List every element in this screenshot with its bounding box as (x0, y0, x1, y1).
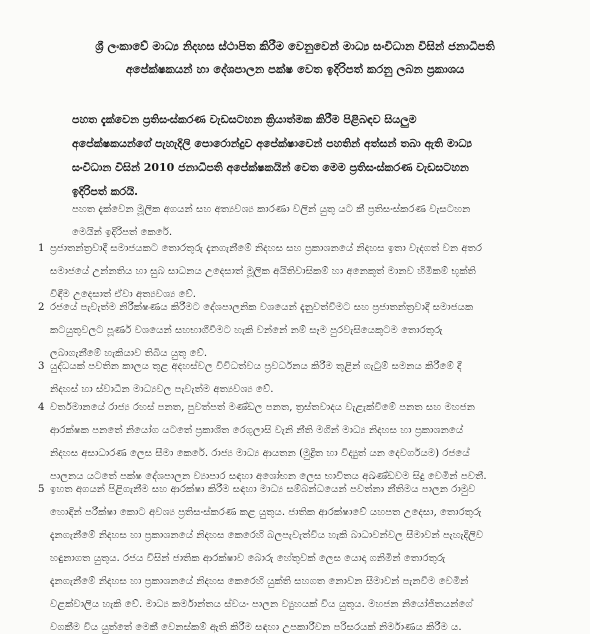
list-item-line: රජයේ පැවැත්ම නිරීක්ෂණය කිරීමට දේශපාලනික වශයෙන් දැනුවත්වීමට සහ ප්‍රජාතන්ත්‍රවාදී සමාජයක (50, 302, 474, 313)
list-item-number: 1 (38, 243, 45, 254)
list-item-number: 4 (38, 402, 45, 413)
list-item-line: වර්තමානයේ රාජ්‍ය රහස් පනත, පුවත්පත් මණ්ඩල පනත, ත්‍රස්තවාදය වැළැක්වීමේ පනත සහ මහජන (50, 402, 475, 413)
list-item-3 (38, 355, 560, 401)
list-item-4 (38, 396, 560, 488)
list-item-text (50, 478, 560, 639)
lead-line: පහත දැක්වෙන මූලික අගයන් සහ අත්‍යවශ්‍ය කාරණා වලින් යුතු යට කී ප්‍රතිසංස්කරණ වැසටහන (72, 204, 471, 215)
intro-line: පහත දැක්වෙන ප්‍රතිසංස්කරණ වැඩසටහන ක්‍රියාත්මක කිරීම පිළිබඳව සියලුම (72, 113, 417, 126)
list-item-line: සමාජයේ උන්නතිය හා සුබ සාධනය උදෙසාත් මූලික අයිතිවාසිකම් හා අනෙකුත් මානව හිමිකම් භුක්ති (50, 266, 476, 277)
list-item-line: ලබාගැනීමේ හැකියාව තිබිය යුතු වේ. (50, 348, 208, 359)
intro-line: සංවිධාන විසින් 2010 ජනාධිපති අපේක්ෂකයින් වෙත මෙම ප්‍රතිසංස්කරණ වැඩසටහන (72, 161, 469, 174)
list-item-line: නිදහස් හා ස්වාධීන මාධ්‍යවල පැවැත්ම අත්‍යවශ්‍ය වේ. (50, 384, 274, 395)
list-item-number: 3 (38, 361, 45, 372)
document-title-line-2: අපේක්ෂකයන් හා දේශපාලන පක්ෂ වෙත ඉදිරිපත් කරනු ලබන ප්‍රකාශය (125, 62, 465, 76)
intro-paragraph (72, 108, 542, 204)
list-item-line: ඉහත අගයන් පිළිගැනීම සහ ආරක්ෂා කිරීම සඳහා මාධ්‍ය සම්බන්ධයෙන් පවත්නා නීතිමය පාලන රාමුව (50, 484, 476, 495)
list-item-line: ආරක්ෂක පනතේ නියෝග යටතේ ප්‍රකාශිත රෙගුලාසි වැනි නීති මගින් මාධ්‍ය නිදහස හා ප්‍රකාශනයේ (50, 425, 464, 436)
list-item-line: නිදහස අසාධාරණ ලෙස සීමා කෙරේ. රාජ්‍ය මාධ්‍ය ආයතන (මුද්‍රිත හා විද්‍යුත් යන දෙවර්ගයම) රජයේ (50, 448, 470, 459)
list-item-text (50, 355, 560, 401)
document-title-line-1: ශ්‍රී ලංකාවේ මාධ්‍ය නිදහස ස්ථාපිත කිරීම වෙනුවෙන් මාධ්‍ය සංවිධාන විසින් ජනාධිපති (95, 39, 495, 53)
list-item-5 (38, 478, 560, 639)
list-item-text (50, 396, 560, 488)
list-item-number: 5 (38, 484, 45, 495)
list-item-line: කටයුතුවලට පූර්ණ වශයෙන් සහභාගීවීමට හැකි වන්නේ නම් සෑම පුරවැසියෙකුටම තොරතුරු (50, 325, 443, 336)
list-item-line: ප්‍රජාතන්ත්‍රවාදී සමාජයකට තොරතුරු දැනගැනීමේ නිදහස සහ ප්‍රකාශනයේ නිදහස ඉතා වැදගත් වන අතර (50, 243, 483, 254)
list-item-line: දැනගැනීමේ නිදහස හා ප්‍රකාශනයේ නිදහස කෙරෙහි යුක්ති සහගත නොවන සීමාවන් පැනවීම වෙමින් (50, 576, 469, 587)
list-item-line: පාලනය යටතේ පක්ෂ දේශපාලන ව්‍යාපාර සඳහා අශෝභන ලෙස භාවිතය අඛණ්ඩවම සිදු වෙමින් පවතී. (50, 471, 487, 482)
lead-line: මෙයින් ඉදිරිපත් කෙරේ. (72, 227, 173, 238)
list-item-line: දැනගැනීමේ නිදහස හා ප්‍රකාශනයේ නිදහස කෙරෙහි බලපැවැත්විය හැකි බාධාවන්වල සීමාවන් පැහැදිලිව (50, 530, 484, 541)
list-item-line: විඳීම උදෙසාත් ඒවා අත්‍යවශ්‍ය වේ. (50, 289, 197, 300)
intro-line: ඉදිරිපත් කරයි. (72, 185, 138, 198)
intro-line: අපේක්ෂකයන්ගේ පැහැදිලි පොරොන්දුව අපේක්ෂාවෙන් පහතින් අත්සන් තබා ඇති මාධ්‍ය (72, 137, 473, 150)
list-item-number: 2 (38, 302, 45, 313)
list-item-line: වළක්වාලිය හැකි වේ. මාධ්‍ය කර්මාන්තය ස්වයං පාලන ව්‍යුහයක් විය යුතුය. මහජන නියෝජිතයන්ගේ (50, 599, 473, 610)
list-item-line: වගකීම විය යුත්තේ මෙකී වෙනස්කම් ඇති කිරීම සඳහා උපකාරීවන පරිසරයක් නිර්මාණය කිරීම ය. (50, 622, 462, 633)
list-item-line: හඳුනාගත යුතුය. රජය විසින් ජාතික ආරක්ෂාව බොරු හේතුවක් ලෙස යොදා ගනිමින් තොරතුරු (50, 553, 446, 564)
list-item-line: හොඳින් පරීක්ෂා කොට අවශ්‍ය ප්‍රතිසංස්කරණ කළ යුතුය. ජාතික ආරක්ෂාවේ යහපත උදෙසා, තොරතුරු (50, 507, 482, 518)
list-item-line: යුද්ධයක් පවතින කාලය තුළ අදහස්වල විවිධත්වය ප්‍රවර්ධනය කිරීම තුළින් ගැටුම් සමනය කිරීමේ දී (50, 361, 462, 372)
